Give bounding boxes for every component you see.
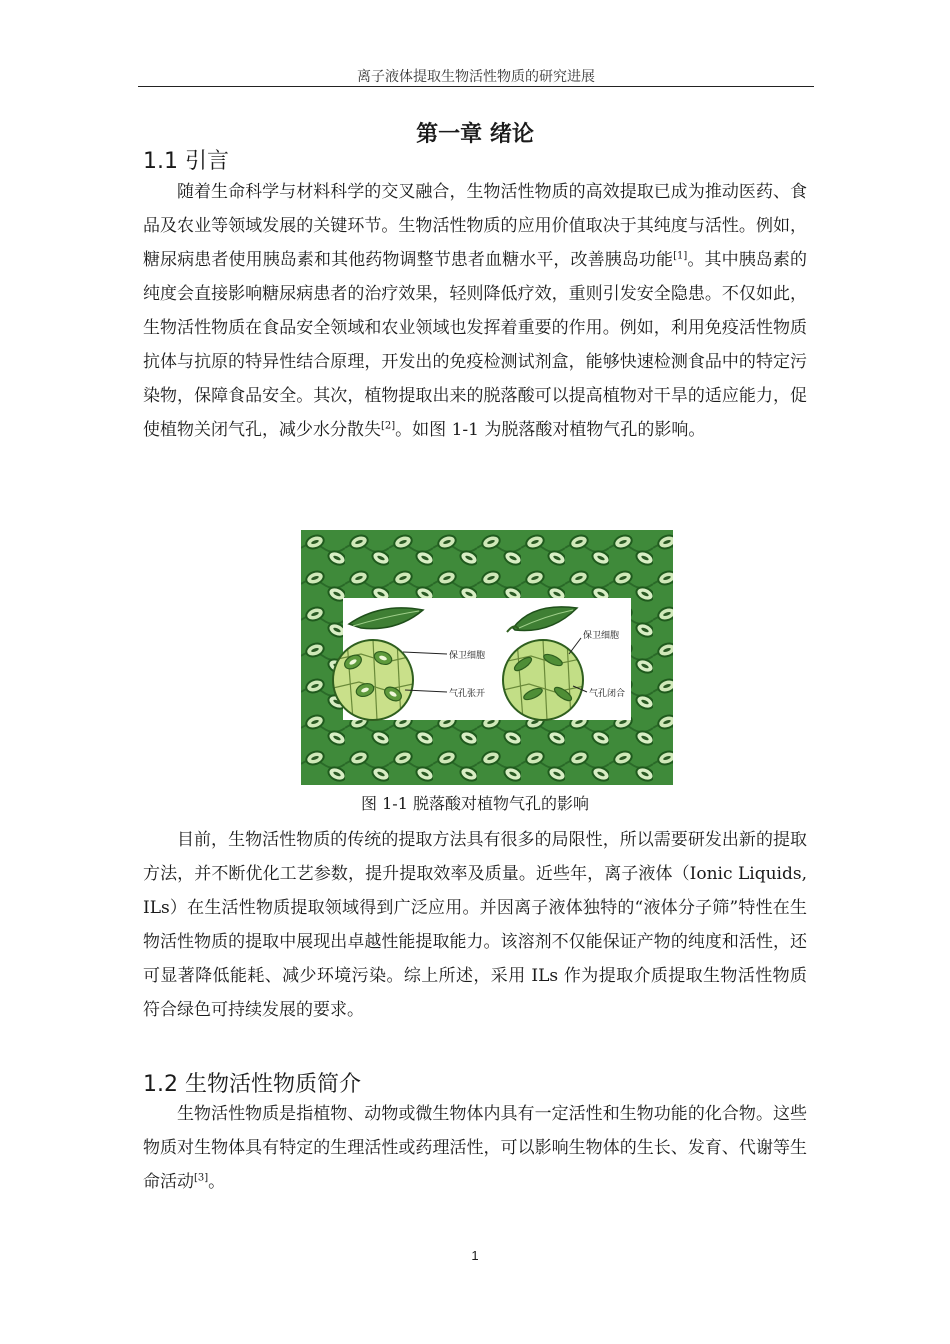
figure-caption: 图 1-1 脱落酸对植物气孔的影响 <box>361 794 589 813</box>
citation-3[interactable]: [3] <box>194 1172 209 1184</box>
running-header: 离子液体提取生物活性物质的研究进展 <box>357 69 595 85</box>
stomata-illustration <box>301 530 673 785</box>
header-rule <box>138 86 814 87</box>
intro-paragraph-2: 目前，生物活性物质的传统的提取方法具有很多的局限性，所以需要研发出新的提取方法，并不断优化工艺参数，提升提取效率及质量。近些年，离子液体（Ionic Liquids, ILs）在生活性物质提取领域得到广泛应用。并因离子液体独特的“液体分子筛”特性在生物活性物质的提取中展现出卓越性能提取能力。该溶剂不仅能保证产物的纯度和活性，还可显著降低能耗、减少环境污染。综上所述，采用 ILs 作为提取介质提取生物活性物质符合绿色可持续发展的要求。 <box>143 830 807 1020</box>
text-run: 。 <box>208 1172 226 1192</box>
intro-paragraph-1 <box>143 175 807 447</box>
section-heading-intro: 1.1 引言 <box>143 149 229 174</box>
text-run: 。其中胰岛素的纯度会直接影响糖尿病患者的治疗效果，轻则降低疗效，重则引发安全隐患。不仅如此，生物活性物质在食品安全领域和农业领域也发挥着重要的作用。例如，利用免疫活性物质抗体与抗原的特异性结合原理，开发出的免疫检测试剂盒，能够快速检测食品中的特定污染物，保障食品安全。其次，植物提取出来的脱落酸可以提高植物对干旱的适应能力，促使植物关闭气孔，减少水分散失 <box>143 250 808 440</box>
citation-2[interactable]: [2] <box>381 420 396 432</box>
citation-1[interactable]: [1] <box>673 250 688 262</box>
stomata-figure <box>301 530 673 785</box>
bioactive-paragraph-1 <box>143 1097 807 1199</box>
text-run: 随着生命科学与材料科学的交叉融合，生物活性物质的高效提取已成为推动医药、食品及农业等领域发展的关键环节。生物活性物质的应用价值取决于其纯度与活性。例如，糖尿病患者使用胰岛素和其他药物调整节患者血糖水平，改善胰岛功能 <box>143 182 807 270</box>
page-number: 1 <box>471 1248 479 1263</box>
chapter-title: 第一章 绪论 <box>416 122 534 147</box>
text-run: 生物活性物质是指植物、动物或微生物体内具有一定活性和生物功能的化合物。这些物质对生物体具有特定的生理活性或药理活性，可以影响生物体的生长、发育、代谢等生命活动 <box>143 1104 807 1192</box>
label-stoma-closed: 气孔闭合 <box>589 689 626 699</box>
label-stoma-open: 气孔张开 <box>449 689 486 699</box>
section-heading-bioactive: 1.2 生物活性物质简介 <box>143 1072 361 1097</box>
label-guard-cell-left: 保卫细胞 <box>449 651 486 661</box>
text-run: 。如图 1-1 为脱落酸对植物气孔的影响。 <box>395 420 706 440</box>
label-guard-cell-right: 保卫细胞 <box>583 631 620 641</box>
